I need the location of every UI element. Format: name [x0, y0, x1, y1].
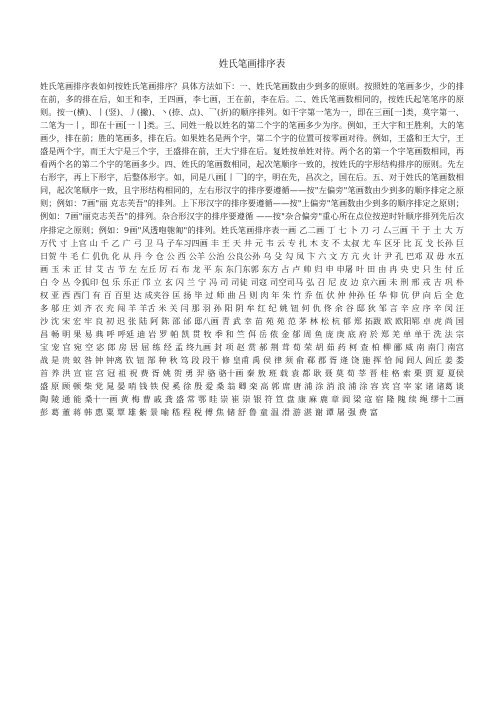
- document-page: [40, 58, 464, 419]
- document-title: 姓氏笔画排序表: [218, 59, 286, 70]
- document-body: 姓氏笔画排序表如何按姓氏笔画排序？具体方法如下：一、姓氏笔画数由少到多的原则。按照姓的笔画多少，少的排在前，多的排在后，如王和李，王四画，李七画，王在前，李在后。二、姓氏笔画数相同的，按姓氏起笔笔序的原则。按一(横)、丨(竖)、丿(撇)、丶(捺、点)、乛(折)的顺序排列。如干字第一笔为一，即在三画[一]类，莫字第一、二笔为一丨，即在十画[一丨]类。三、同姓一般以姓名的第二个字的笔画多少为序。例如，王大宇和王胜利，大的笔画少，排在前；胜的笔画多，排在后。如果姓名是两个字，第二个字的位置可按零画对待。例如，王盛和王大宁，王盛是两个字，而王大宁是三个字，王盛排在前，王大宁排在后。复姓按单姓对待。两个名的第一个字笔画数相同，再看两个名的第二个字的笔画多少。四、姓氏的笔画数相同，起次笔顺序一致的，按姓氏的字形结构排序的原则。先左右形字，再上下形字，后整体形字。如，同是八画[丨乛]的字，明在先，昌次之，国在后。五、对于姓氏的笔画数相同，起次笔顺序一致，且字形结构相同的，左右形汉字的排序要遵循——按"左偏旁"笔画数由少到多的顺序排定之原则；例如：7画"丽 克志芙吾"的排列。上下形汉字的排序要遵循——按"上偏旁"笔画数由少到多的顺序排定之原则；例如：7画"丽克志芙吾"的排列。杂合形汉字的排序要遵循 ——按"杂合偏旁"重心所在点位按逆时针顺序排列先后次序排定之原则；例如：9画"风透咆匏匍"的排列。姓氏笔画排序表一画 乙二画 丁 七 卜 刀 刁 厶三画 干 于 土 大 万 万代 寸 上官 山 千 乙 广 弓 卫 马 子车习四画 丰 王 天 井 元 韦 云 专 扎 木 支 不 太叔 尤 车 区牙 比 瓦 戈 长孙 巨 日贺 牛 毛 仁 仉仇 化 从 丹 今 仓 公 西 公羊 公治 公良公孙 乌 殳 勾 凤 卞 六 文 方 亢 火 计 尹 孔 巴邓 双 毋 水五画 玉 未 正 甘 艾 古 节 左 左丘 厉 石 布 龙 平 东 东门东郭 东方 占 卢 帅 归 申 申屠 叶 田 由 冉 央 史 只 生 付 丘 白 令 丛 令狐印 包 乐 乐正 邝 立 玄 闪 兰 宁 冯 司 司徒 司寇 司空司马 弘 召 尼 皮 边 京六画 未 刑 邢 戎 吉 巩 朴 权 亚 西 西门 有 百 百里 达 成夹谷 匡 扬 毕 过 师 曲 吕 则 肉 年 朱 竹 乔 伍 伏 仲 仲孙 任 华 仰 伉 伊 向 后 全 危 多 邬 庄 刘 齐 衣 充 闯 羊 羊舌 米 关 闫 那 羽 孙 阳 阴 牟 红 纪 姚 钮 何 仇 佟 余 谷 邸 狄 邹 言 辛 应 序 辛 闵 汪 沙 沈 宋 宏 牢 良 初 迟 张 陆 阿 陈 邵 邰 邸八画 青 武 幸 苗 苑 苑 范 茅 林 松 杭 郁 郑 拓跋 欧 欧阳郓 卓 虎 尚 国 昌 畅 明 果 易 典 呼 呼延 迪 岩 罗 帕 凯 贯 牧 季 和 竺 佴 岳 侬 金 郁 周 鱼 庞 庚 底 府 於 郑 羌 单 单于 洗 法 宗 宝 宠 官 宛 空 宓 郎 房 居 屈 练 经 孟 终九画 封 项 赵 赏 郝 荆 茸 荀 荣 胡 茹 药 柯 查 柏 柳 郦 威 南 南门 南宫 战 是 贵 蚁 咎 钟 钟离 钦 钮 郜 种 秋 笃 段 段干 修 皇甫 禹 侯 律 须 俞 郗 郡 胥 逄 饶 施 挥 恰 闻 闾人 闾丘 姜 娄 首 养 洪 宣 宦 宫 冠 祖 祝 费 胥 姚 贺 勇 羿 骆 骆十画 秦 敖 班 载 袁 都 耿 聂 莫 荀 莘 晋 桂 格 索 栗 贾 夏 夏侯 盛 原 顾 顿 柴 党 晁 晏 哨 钱 铁 倪 奚 徐 殷 爱 桑 翁 卿 栾 高 郭 席 唐 浦 涂 消 浪 浦 涂 容 宾 宫 宰 家 诸 诸葛 谈 陶 陵 通 能 桑十一画 黄 梅 曹 戚 龚 盛 常 鄂 眭 崇 崔 崇 银 符 笪 盘 康 麻 鹿 章 阎 梁 寇 宿 隆 隗 续 绳 缪十二画 彭 葛 董 蒋 韩 惠 粟 覃 雄 紫 景 喻 嵇 程 税 傅 焦 储 舒 鲁 童 温 滑 游 湛 谢 谭 屠 强 费 富: [40, 81, 464, 418]
